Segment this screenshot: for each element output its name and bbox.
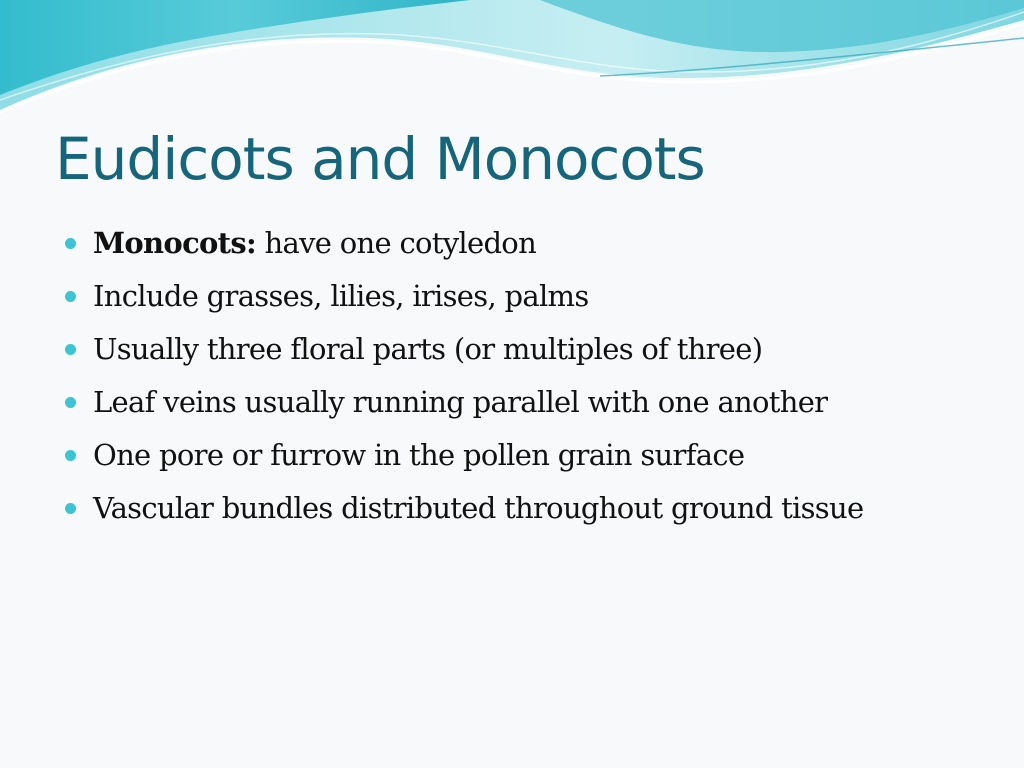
bullet-item-monocots — [64, 222, 944, 264]
bullet-bold-term: Monocots: — [93, 226, 256, 260]
bullet-dot-icon — [65, 397, 76, 408]
bullet-item-leaf-veins — [64, 381, 944, 423]
wave-header-decoration — [0, 0, 1024, 130]
bullet-dot-icon — [65, 291, 76, 302]
bullet-text: Usually three floral parts (or multiples of three) — [93, 332, 763, 366]
bullet-dot-icon — [65, 450, 76, 461]
bullet-item-examples — [64, 275, 944, 317]
bullet-text: One pore or furrow in the pollen grain surface — [93, 438, 745, 472]
bullet-text: Vascular bundles distributed throughout ground tissue — [93, 491, 864, 525]
bullet-text: Include grasses, lilies, irises, palms — [93, 279, 589, 313]
bullet-item-vascular — [64, 487, 944, 529]
bullet-text: Leaf veins usually running parallel with one another — [93, 385, 828, 419]
bullet-dot-icon — [65, 344, 76, 355]
bullet-text: have one cotyledon — [256, 226, 537, 260]
slide-title: Eudicots and Monocots — [55, 125, 705, 193]
bullet-item-pollen — [64, 434, 944, 476]
bullet-dot-icon — [65, 503, 76, 514]
bullet-list — [64, 222, 944, 540]
bullet-item-floral-parts — [64, 328, 944, 370]
bullet-dot-icon — [65, 238, 76, 249]
